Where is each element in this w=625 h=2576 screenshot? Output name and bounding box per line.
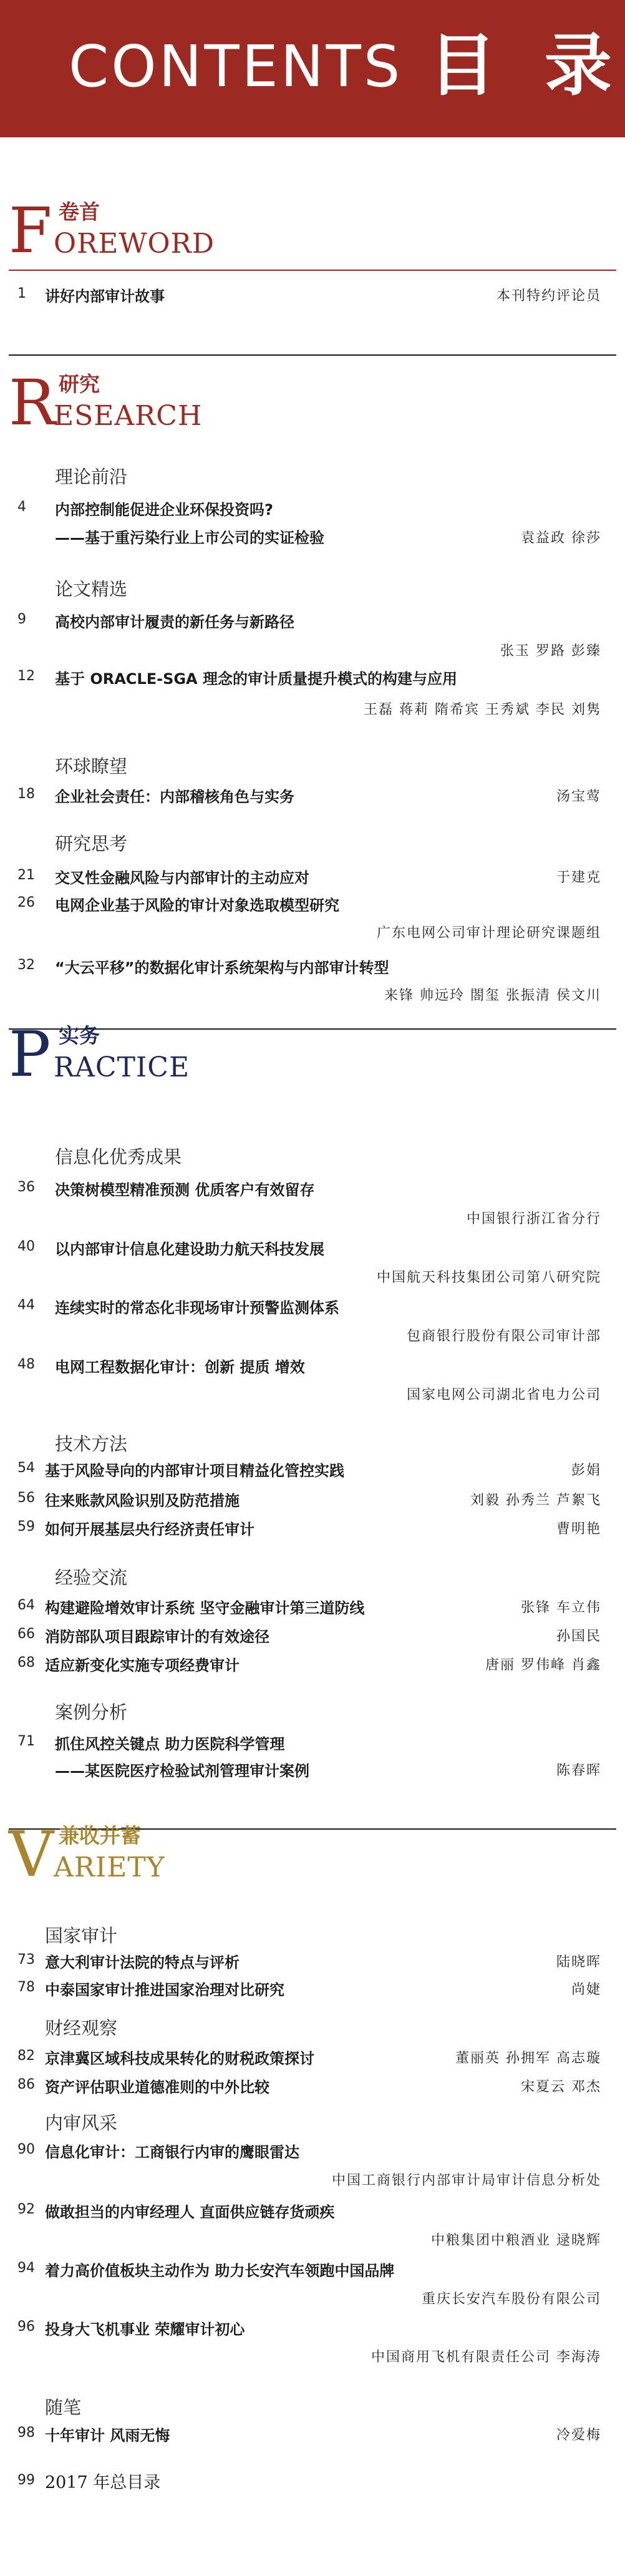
entry-title[interactable]: 投身大飞机事业 荣耀审计初心 xyxy=(45,2321,245,2338)
subsection-heading: 内审风采 xyxy=(45,2112,118,2134)
header-banner xyxy=(0,0,625,137)
subsection-heading: 随笔 xyxy=(45,2397,82,2418)
entry-author: 张玉 罗路 彭臻 xyxy=(500,643,601,659)
entry-author: 张锋 车立伟 xyxy=(521,1600,601,1616)
entry-author: 孙国民 xyxy=(556,1629,601,1644)
entry-page: 64 xyxy=(17,1598,35,1613)
entry-title[interactable]: “大云平移”的数据化审计系统架构与内部审计转型 xyxy=(55,959,389,977)
entry-author: 国家电网公司湖北省电力公司 xyxy=(406,1387,601,1403)
page-title xyxy=(69,27,624,105)
subsection-heading: 论文精选 xyxy=(55,578,128,600)
entry-title[interactable]: 如何开展基层央行经济责任审计 xyxy=(45,1521,254,1538)
subsection-heading: 国家审计 xyxy=(45,1925,118,1946)
entry-page: 82 xyxy=(17,2048,35,2064)
entry-page: 66 xyxy=(17,1626,35,1642)
entry-author: 汤宝莺 xyxy=(556,789,601,804)
entry-page: 12 xyxy=(17,668,35,684)
entry-title[interactable]: 交叉性金融风险与内部审计的主动应对 xyxy=(55,869,309,887)
section-foreword xyxy=(9,194,445,268)
entry-author: 中国银行浙江省分行 xyxy=(466,1211,601,1227)
entry-page: 71 xyxy=(17,1734,35,1749)
entry-title[interactable]: 连续实时的常态化非现场审计预警监测体系 xyxy=(55,1299,339,1317)
entry-author: 刘毅 孙秀兰 芦絮飞 xyxy=(470,1493,601,1508)
entry-title[interactable]: 京津冀区域科技成果转化的财税政策探讨 xyxy=(45,2050,314,2067)
entry-title[interactable]: 中泰国家审计推进国家治理对比研究 xyxy=(45,1981,284,1999)
entry-page: 56 xyxy=(17,1490,35,1506)
section-research xyxy=(9,366,445,441)
entry-title[interactable]: 高校内部审计履责的新任务与新路径 xyxy=(55,613,294,631)
entry-page: 54 xyxy=(17,1460,35,1476)
entry-title[interactable]: 适应新变化实施专项经费审计 xyxy=(45,1657,240,1674)
entry-title[interactable]: 2017 年总目录 xyxy=(45,2473,161,2492)
title-en: CONTENTS xyxy=(69,33,403,100)
entry-subtitle[interactable]: ——基于重污染行业上市公司的实证检验 xyxy=(55,529,324,547)
entry-page: 86 xyxy=(17,2077,35,2092)
entry-title[interactable]: 构建避险增效审计系统 坚守金融审计第三道防线 xyxy=(45,1599,365,1617)
entry-author: 中国航天科技集团公司第八研究院 xyxy=(376,1270,601,1286)
entry-author: 陆晓晖 xyxy=(556,1954,601,1970)
entry-page: 40 xyxy=(17,1239,35,1254)
section-divider xyxy=(9,270,616,271)
entry-author: 本刊特约评论员 xyxy=(496,288,601,304)
entry-author: 袁益政 徐莎 xyxy=(521,530,601,546)
section-letter: P xyxy=(9,1018,51,1091)
subsection-heading: 信息化优秀成果 xyxy=(55,1146,182,1168)
entry-author: 来锋 帅远玲 閤玺 张振清 侯文川 xyxy=(384,988,601,1003)
entry-title[interactable]: 电网工程数据化审计：创新 提质 增效 xyxy=(55,1359,305,1376)
entry-page: 32 xyxy=(17,957,35,973)
entry-author: 重庆长安汽车股份有限公司 xyxy=(421,2291,601,2307)
section-en: OREWORD xyxy=(54,228,215,260)
entry-page: 26 xyxy=(17,895,35,910)
entry-title[interactable]: 基于 ORACLE-SGA 理念的审计质量提升模式的构建与应用 xyxy=(55,670,457,688)
entry-author: 陈春晖 xyxy=(556,1763,601,1778)
entry-title[interactable]: 企业社会责任：内部稽核角色与实务 xyxy=(55,788,294,806)
section-cn: 研究 xyxy=(59,372,100,396)
section-variety xyxy=(9,1818,445,1892)
entry-page: 48 xyxy=(17,1357,35,1372)
entry-title[interactable]: 做敢担当的内审经理人 直面供应链存货顽疾 xyxy=(45,2203,335,2221)
entry-author: 董丽英 孙拥军 高志璇 xyxy=(455,2051,601,2066)
entry-page: 36 xyxy=(17,1179,35,1195)
entry-author: 曹明艳 xyxy=(556,1521,601,1537)
subsection-heading: 财经观察 xyxy=(45,2017,118,2039)
entry-title[interactable]: 着力高价值板块主动作为 助力长安汽车领跑中国品牌 xyxy=(45,2262,395,2280)
subsection-heading: 案例分析 xyxy=(55,1702,128,1723)
entry-title[interactable]: 讲好内部审计故事 xyxy=(45,288,165,305)
entry-author: 中国商用飞机有限责任公司 李海涛 xyxy=(371,2349,601,2365)
section-cn: 实务 xyxy=(59,1023,100,1048)
entry-author: 宋夏云 邓杰 xyxy=(521,2079,601,2095)
entry-author: 尚婕 xyxy=(571,1982,601,1998)
entry-page: 94 xyxy=(17,2260,35,2276)
entry-author: 于建克 xyxy=(556,870,601,886)
subsection-heading: 经验交流 xyxy=(55,1567,128,1588)
entry-page: 73 xyxy=(17,1952,35,1968)
section-en: ESEARCH xyxy=(54,400,203,432)
entry-author: 包商银行股份有限公司审计部 xyxy=(406,1329,601,1344)
title-cn: 目 录 xyxy=(429,27,624,105)
entry-author: 唐丽 罗伟峰 肖鑫 xyxy=(485,1657,601,1673)
section-letter: R xyxy=(9,366,56,439)
entry-title[interactable]: 决策树模型精准预测 优质客户有效留存 xyxy=(55,1181,315,1199)
entry-page: 92 xyxy=(17,2202,35,2217)
entry-subtitle[interactable]: ——某医院医疗检验试剂管理审计案例 xyxy=(55,1762,309,1780)
entry-title[interactable]: 消防部队项目跟踪审计的有效途径 xyxy=(45,1628,269,1646)
subsection-heading: 研究思考 xyxy=(55,833,128,854)
section-divider xyxy=(9,354,616,356)
entry-title[interactable]: 内部控制能促进企业环保投资吗? xyxy=(55,501,273,519)
entry-page: 99 xyxy=(17,2472,35,2488)
entry-page: 18 xyxy=(17,786,35,802)
entry-author: 广东电网公司审计理论研究课题组 xyxy=(376,925,601,941)
section-letter: F xyxy=(9,194,52,267)
section-cn: 卷首 xyxy=(59,200,100,224)
entry-page: 9 xyxy=(17,612,26,627)
entry-title[interactable]: 信息化审计：工商银行内审的鹰眼雷达 xyxy=(45,2144,299,2161)
section-practice xyxy=(9,1018,445,1092)
entry-title[interactable]: 电网企业基于风险的审计对象选取模型研究 xyxy=(55,897,339,914)
entry-author: 中国工商银行内部审计局审计信息分析处 xyxy=(331,2173,601,2188)
section-en: RACTICE xyxy=(54,1051,190,1083)
entry-title[interactable]: 意大利审计法院的特点与评析 xyxy=(45,1954,240,1971)
entry-page: 1 xyxy=(17,286,26,301)
entry-page: 59 xyxy=(17,1519,35,1534)
entry-page: 96 xyxy=(17,2319,35,2334)
subsection-heading: 环球瞭望 xyxy=(55,756,128,777)
entry-title[interactable]: 资产评估职业道德准则的中外比较 xyxy=(45,2079,269,2096)
entry-author: 王磊 蒋莉 隋希宾 王秀斌 李民 刘隽 xyxy=(364,702,601,718)
entry-page: 68 xyxy=(17,1655,35,1671)
entry-title[interactable]: 以内部审计信息化建设助力航天科技发展 xyxy=(55,1241,324,1258)
entry-title[interactable]: 基于风险导向的内部审计项目精益化管控实践 xyxy=(45,1462,344,1480)
entry-page: 78 xyxy=(17,1979,35,1995)
section-en: ARIETY xyxy=(54,1852,165,1883)
subsection-heading: 技术方法 xyxy=(55,1433,128,1455)
entry-page: 90 xyxy=(17,2142,35,2157)
entry-author: 中粮集团中粮酒业 逯晓辉 xyxy=(431,2233,601,2248)
section-cn: 兼收并蓄 xyxy=(59,1823,141,1848)
section-letter: V xyxy=(9,1818,54,1891)
entry-page: 4 xyxy=(17,499,26,515)
entry-author: 冷爱梅 xyxy=(556,2427,601,2443)
entry-title[interactable]: 往来账款风险识别及防范措施 xyxy=(45,1492,240,1510)
entry-page: 21 xyxy=(17,867,35,883)
entry-page: 44 xyxy=(17,1297,35,1313)
subsection-heading: 理论前沿 xyxy=(55,466,128,487)
entry-page: 98 xyxy=(17,2425,35,2441)
entry-author: 彭娟 xyxy=(571,1463,601,1478)
entry-title[interactable]: 十年审计 风雨无悔 xyxy=(45,2427,170,2444)
entry-title[interactable]: 抓住风控关键点 助力医院科学管理 xyxy=(55,1735,285,1753)
